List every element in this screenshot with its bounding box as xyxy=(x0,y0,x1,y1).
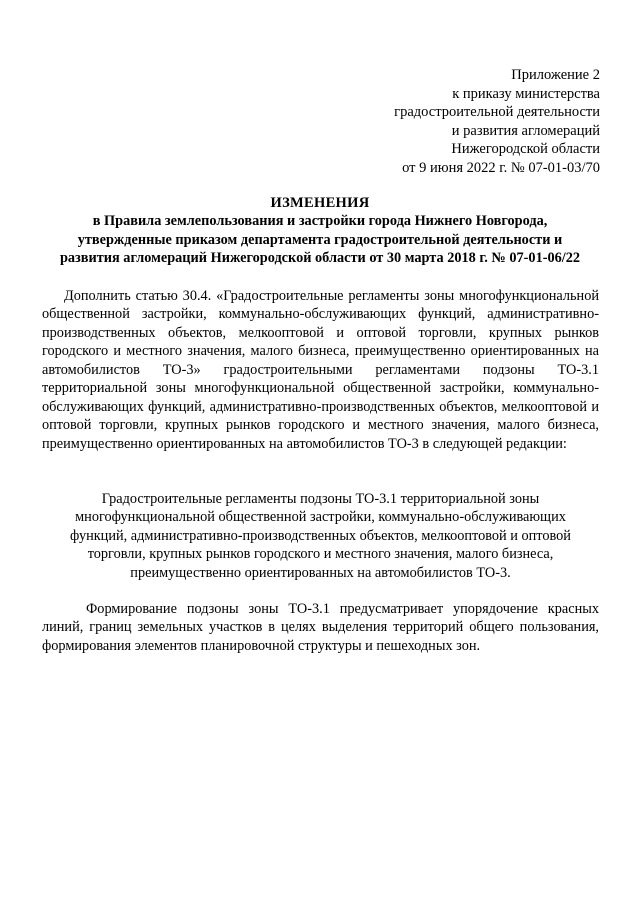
regulation-heading-line: функций, административно-производственных объектов, мелкооптовой и оптовой xyxy=(70,527,571,544)
document-title xyxy=(40,194,600,268)
title-subtitle-line: в Правила землепользования и застройки города Нижнего Новгорода, xyxy=(92,213,548,230)
regulation-heading-line: Градостроительные регламенты подзоны ТО-3.1 территориальной зоны xyxy=(101,491,540,507)
title-subtitle-line: развития агломераций Нижегородской области от 30 марта 2018 г. № 07-01-06/22 xyxy=(59,250,581,267)
appendix-line: Приложение 2 xyxy=(511,67,600,83)
appendix-line: Нижегородской области xyxy=(451,141,600,158)
title-subtitle-line: утвержденные приказом департамента градостроительной деятельности и xyxy=(77,231,563,248)
appendix-line: от 9 июня 2022 г. № 07-01-03/70 xyxy=(402,159,600,176)
appendix-line: и развития агломераций xyxy=(451,122,600,139)
regulation-heading-block xyxy=(42,490,599,582)
regulation-heading-line: многофункциональной общественной застройки, коммунально-обслуживающих xyxy=(75,509,566,526)
appendix-line: к приказу министерства xyxy=(452,85,600,102)
title-heading: ИЗМЕНЕНИЯ xyxy=(270,195,370,211)
appendix-line: градостроительной деятельности xyxy=(394,104,600,121)
regulation-heading-line: преимущественно ориентированных на автомобилистов ТО-3. xyxy=(130,564,511,581)
appendix-header xyxy=(340,66,600,178)
body-paragraph-1: Дополнить статью 30.4. «Градостроительные регламенты зоны многофункциональной общественной застройки, коммунально-обслуживающих функций, административно-производственных объектов, мелкооптовой и оптовой торговли, крупных рынков городского и местного значения, малого бизнеса, преимущественно ориентированных на автомобилистов ТО-3» градостроительными регламентами подзоны ТО-3.1 территориальной зоны многофункциональной общественной застройки, коммунально-обслуживающих функций, административно-производственных объектов, мелкооптовой и оптовой торговли, крупных рынков городского и местного значения, малого бизнеса, преимущественно ориентированных на автомобилистов ТО-3 в следующей редакции: xyxy=(42,288,599,452)
regulation-heading-line: торговли, крупных рынков городского и местного значения, малого бизнеса, xyxy=(87,546,554,563)
body-paragraph-2: Формирование подзоны зоны ТО-3.1 предусматривает упорядочение красных линий, границ земельных участков в целях выделения территорий общего пользования, формирования элементов планировочной структуры и пешеходных зон. xyxy=(42,601,599,654)
